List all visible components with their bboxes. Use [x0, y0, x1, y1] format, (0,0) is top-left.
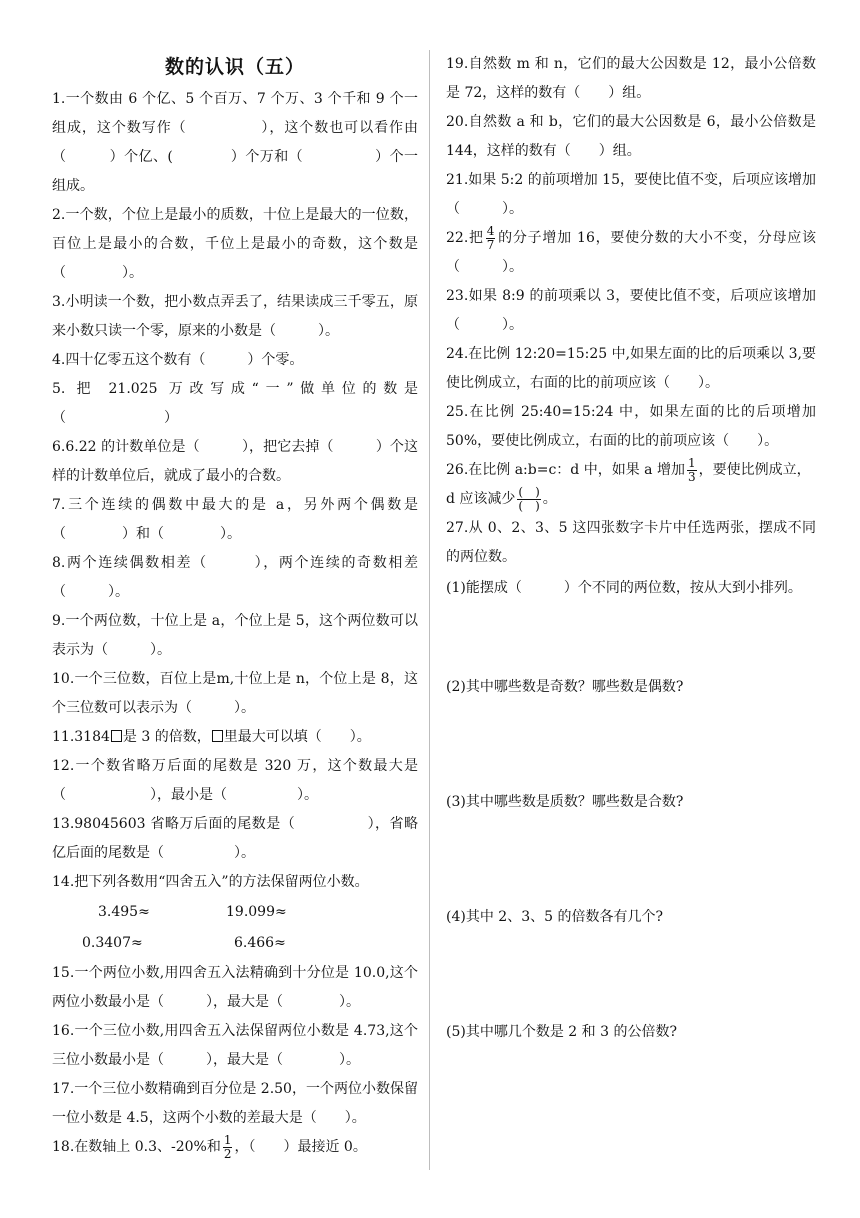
question-25: 25.在比例 25:40=15:24 中，如果左面的比的后项增加50%，要使比例成立，右面的比的前项应该（ ）。: [446, 404, 816, 449]
question-10: 10.一个三位数，百位上是m,十位上是 n，个位上是 8，这个三位数可以表示为（ ）。: [52, 671, 418, 716]
question-1: 1.一个数由 6 个亿、5 个百万、7 个万、3 个千和 9 个一组成，这个数写作（ ），这个数也可以看作由（ ）个亿、( ）个万和（ ）个一组成。: [52, 91, 418, 194]
blank-fraction: $\frac{( )}{( )}$: [518, 484, 540, 513]
question-8: 8.两个连续偶数相差（ ），两个连续的奇数相差（ ）。: [52, 555, 418, 600]
question-5: 5. 把 21.025 万改写成“一”做单位的数是（ ）: [52, 381, 418, 426]
q14-item: 3.495≈: [98, 904, 150, 920]
question-6: 6.6.22 的计数单位是（ ），把它去掉（ ）个这样的计数单位后，就成了最小的合数。: [52, 439, 418, 484]
question-16: 16.一个三位小数,用四舍五入法保留两位小数是 4.73,这个三位小数最小是（ ），最大是（ ）。: [52, 1023, 418, 1068]
question-11: 11.3184 是 3 的倍数， 里最大可以填（ ）。: [52, 729, 371, 745]
question-15: 15.一个两位小数,用四舍五入法精确到十分位是 10.0,这个两位小数最小是（ ），最大是（ ）。: [52, 965, 418, 1010]
question-26: 26.在比例 a:b=c：d 中，如果 a 增加 $\frac{1}{3}$ ，要使比例成立， d 应该减少 $\frac{( )}{( )}$ 。: [446, 455, 811, 513]
fraction: $\frac{4}{7}$: [486, 223, 495, 252]
question-24: 24.在比例 12:20=15:25 中,如果左面的比的后项乘以 3,要使比例成立，右面的比的前项应该（ ）。: [446, 346, 816, 391]
column-divider: [429, 50, 430, 1170]
q14-item: 19.099≈: [226, 904, 287, 920]
fraction: $\frac{1}{3}$: [687, 455, 696, 484]
question-4: 4.四十亿零五这个数有（ ）个零。: [52, 352, 304, 368]
question-20: 20.自然数 a 和 b，它们的最大公因数是 6，最小公倍数是 144，这样的数有（ ）组。: [446, 114, 816, 159]
question-27-part-4: (4)其中 2、3、5 的倍数各有几个?: [446, 909, 663, 925]
blank-box-icon: [111, 730, 122, 742]
question-7: 7.三个连续的偶数中最大的是 a，另外两个偶数是（ ）和（ ）。: [52, 497, 418, 542]
question-2: 2.一个数，个位上是最小的质数，十位上是最大的一位数，百位上是最小的合数，千位上是最小的奇数，这个数是（ ）。: [52, 207, 418, 281]
q14-row-2: [52, 928, 418, 959]
right-column: [446, 50, 816, 1047]
question-18: 18.在数轴上 0.3、-20%和 $\frac{1}{2}$ ，（ ）最接近 0。: [52, 1132, 367, 1161]
question-9: 9.一个两位数，十位上是 a，个位上是 5，这个两位数可以表示为（ ）。: [52, 613, 418, 658]
q14-item: 0.3407≈: [82, 935, 143, 951]
blank-box-icon: [212, 730, 223, 742]
q14-row-1: [52, 897, 418, 928]
question-27: 27.从 0、2、3、5 这四张数字卡片中任选两张，摆成不同的两位数。: [446, 520, 816, 565]
question-27-part-2: (2)其中哪些数是奇数？哪些数是偶数?: [446, 679, 684, 695]
fraction: $\frac{1}{2}$: [223, 1132, 232, 1161]
question-19: 19.自然数 m 和 n，它们的最大公因数是 12，最小公倍数是 72，这样的数有（ ）组。: [446, 56, 816, 101]
question-27-part-3: (3)其中哪些数是质数？哪些数是合数?: [446, 794, 684, 810]
question-3: 3.小明读一个数，把小数点弄丢了，结果读成三千零五，原来小数只读一个零，原来的小数是（ ）。: [52, 294, 418, 339]
question-13: 13.98045603 省略万后面的尾数是（ ），省略亿后面的尾数是（ ）。: [52, 816, 418, 861]
question-27-part-5: (5)其中哪几个数是 2 和 3 的公倍数?: [446, 1024, 677, 1040]
question-17: 17.一个三位小数精确到百分位是 2.50，一个两位小数保留一位小数是 4.5，这两个小数的差最大是（ ）。: [52, 1081, 418, 1126]
question-21: 21.如果 5:2 的前项增加 15，要使比值不变，后项应该增加（ ）。: [446, 172, 816, 217]
left-column: [52, 50, 418, 1162]
q14-item: 6.466≈: [234, 935, 286, 951]
page-title: 数的认识（五）: [164, 56, 305, 78]
question-27-part-1: (1)能摆成（ ）个不同的两位数，按从大到小排列。: [446, 580, 802, 596]
question-14: 14.把下列各数用“四舍五入”的方法保留两位小数。: [52, 874, 369, 890]
question-22: 22.把 $\frac{4}{7}$ 的分子增加 16，要使分数的大小不变，分母应该（ ）。: [446, 223, 817, 275]
question-23: 23.如果 8:9 的前项乘以 3，要使比值不变，后项应该增加（ ）。: [446, 288, 816, 333]
question-12: 12.一个数省略万后面的尾数是 320 万，这个数最大是（ ），最小是（ ）。: [52, 758, 418, 803]
